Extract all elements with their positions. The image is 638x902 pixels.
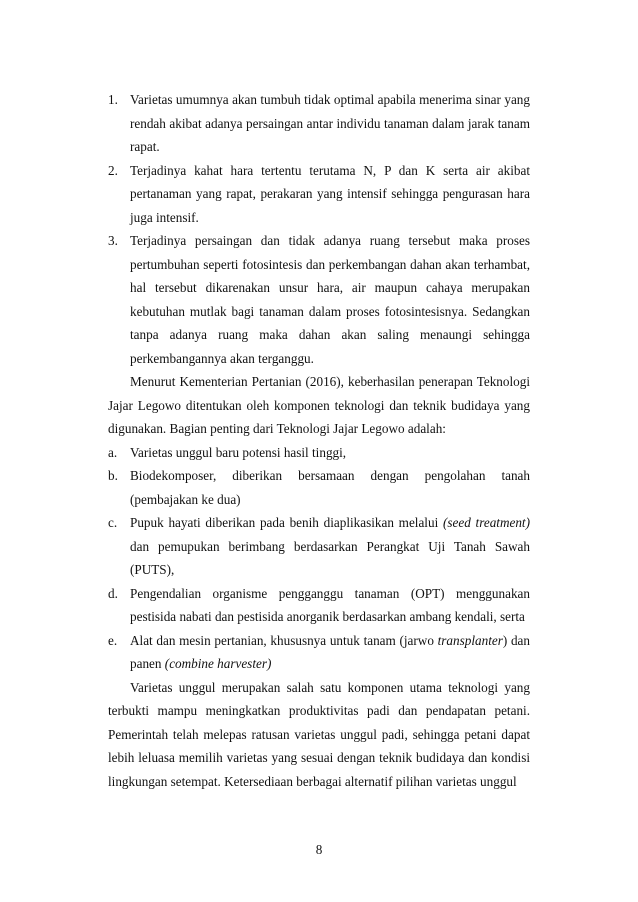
list-item (108, 88, 530, 159)
lettered-list (108, 441, 530, 676)
list-item (108, 582, 530, 629)
text-run: Pupuk hayati diberikan pada benih diaplikasikan melalui (130, 515, 443, 530)
page-body (108, 88, 530, 793)
list-item-text (130, 629, 530, 676)
paragraph: Varietas unggul merupakan salah satu komponen utama teknologi yang terbukti mampu meningkatkan produktivitas padi dan pendapatan petani. Pemerintah telah melepas ratusan varietas unggul padi, sehingga petani dapat lebih leluasa memilih varietas yang sesuai dengan teknik budidaya dan kondisi lingkungan setempat. Ketersediaan berbagai alternatif pilihan varietas unggul (108, 679, 530, 789)
text-run: ) dan panen (130, 632, 531, 671)
italic-term: (seed treatment) (442, 515, 530, 530)
list-item-text: Varietas umumnya akan tumbuh tidak optimal apabila menerima sinar yang rendah akibat adanya persaingan antar individu tanaman dalam jarak tanam rapat. (130, 92, 530, 154)
list-item (108, 629, 530, 676)
list-item-text: Terjadinya kahat hara tertentu terutama N, P dan K serta air akibat pertanaman yang rapat, perakaran yang intensif sehingga pengurasan hara juga intensif. (130, 162, 530, 225)
list-item (108, 229, 530, 370)
list-marker: d. (108, 585, 118, 601)
italic-term: (combine harvester) (164, 656, 272, 671)
text-run: Alat dan mesin pertanian, khususnya untuk tanam (jarwo (130, 632, 438, 648)
list-item-text: Varietas unggul baru potensi hasil tinggi, (130, 444, 347, 460)
text-run: dan pemupukan berimbang berdasarkan Perangkat Uji Tanah Sawah (PUTS), (130, 538, 530, 577)
list-item-text (130, 511, 530, 582)
list-item-line: (pembajakan ke dua) (130, 491, 241, 507)
list-marker: 3. (108, 233, 118, 248)
list-item-text: Terjadinya persaingan dan tidak adanya ruang tersebut maka proses pertumbuhan seperti fotosintesis dan perkembangan dahan akan terhambat, hal tersebut dikarenakan unsur hara, air maupun cahaya merupakan kebutuhan mutlak bagi tanaman dalam proses fotosintesisnya. Sedangkan tanpa adanya ruang maka dahan akan saling menaungi sehingga perkembangannya akan terganggu. (130, 233, 530, 366)
list-item-line: Biodekomposer, diberikan bersamaan dengan pengolahan tanah (130, 468, 530, 483)
list-item (108, 441, 530, 465)
list-marker: b. (108, 468, 118, 483)
list-marker: e. (108, 632, 118, 648)
italic-term: transplanter (437, 632, 503, 648)
list-marker: a. (108, 444, 118, 460)
paragraph: Menurut Kementerian Pertanian (2016), keberhasilan penerapan Teknologi Jajar Legowo ditentukan oleh komponen teknologi dan teknik budidaya yang digunakan. Bagian penting dari Teknologi Jajar Legowo adalah: (108, 374, 530, 436)
list-item (108, 464, 530, 511)
list-marker: c. (108, 515, 118, 530)
list-item (108, 511, 530, 582)
list-marker: 1. (108, 92, 118, 107)
list-item-text: Pengendalian organisme pengganggu tanaman (OPT) menggunakan pestisida nabati dan pestisida anorganik berdasarkan ambang kendali, serta (130, 585, 530, 624)
page-number: 8 (315, 842, 323, 857)
list-marker: 2. (108, 162, 118, 178)
list-item-text (130, 464, 530, 511)
list-item (108, 159, 530, 230)
numbered-list (108, 88, 530, 370)
